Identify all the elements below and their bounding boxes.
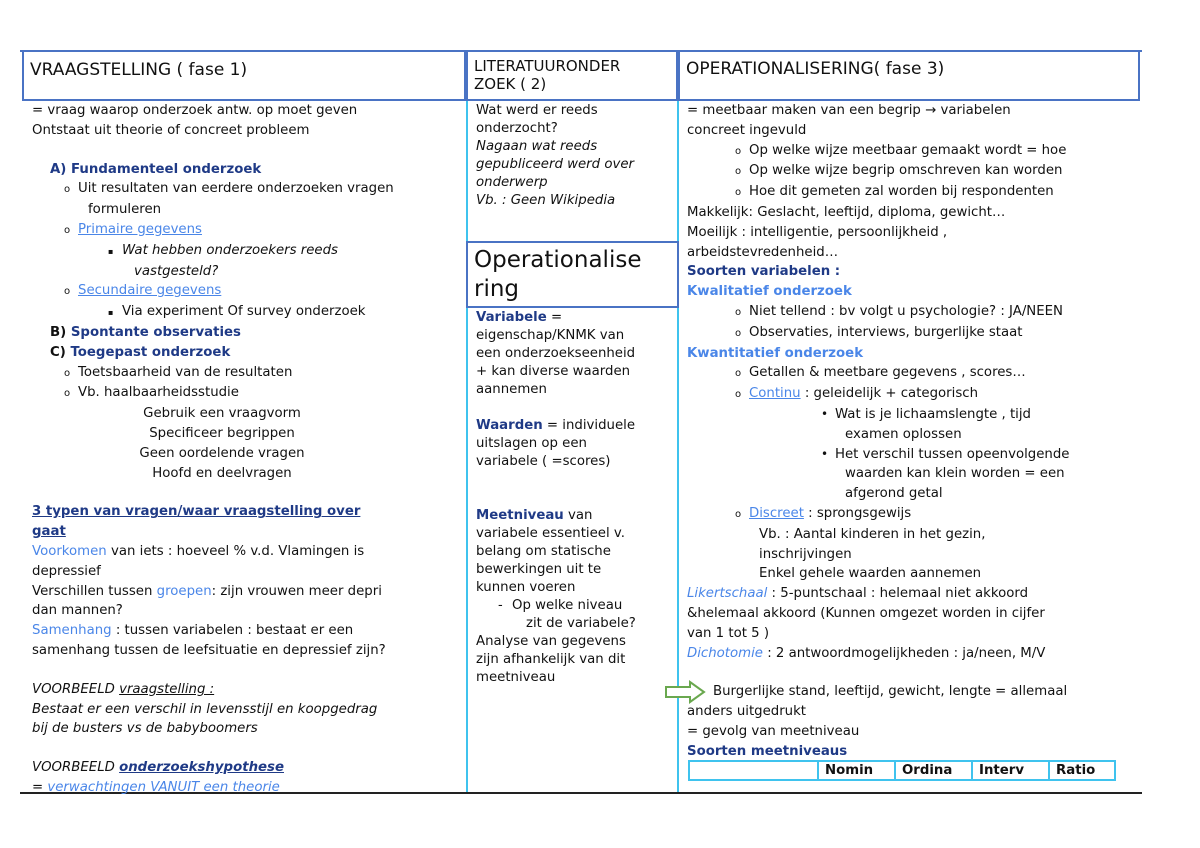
table-cell: Nomin (818, 761, 895, 780)
dichotomie-line: Dichotomie : 2 antwoordmogelijkheden : ja/neen, M/V (687, 645, 1046, 661)
example-hypothesis-label: VOORBEELD onderzoekshypothese (32, 760, 284, 776)
heading-b: B) Spontante observaties (50, 324, 241, 340)
op-line: arbeidstevredenheid… (687, 244, 839, 260)
heading-a: A) Fundamenteel onderzoek (50, 161, 262, 177)
sub-list-item-cont: afgerond getal (845, 486, 943, 502)
table-row (689, 761, 1115, 780)
header-literatuuronderzoek-line2: ZOEK ( 2) (474, 75, 547, 93)
mid-line: zijn afhankelijk van dit (476, 652, 626, 667)
col-operationalisering-mid (468, 308, 677, 688)
lit-line: Wat werd er reeds (476, 103, 598, 118)
op-line: Makkelijk: Geslacht, leeftijd, diploma, gewicht… (687, 204, 1006, 220)
type-samenhang: Samenhang : tussen variabelen : bestaat er een (32, 623, 354, 639)
example-question-label: VOORBEELD vraagstelling : (32, 681, 215, 697)
soorten-meetniveaus-heading: Soorten meetniveaus (687, 743, 848, 759)
arrow-icon: → (925, 103, 937, 118)
op-line: van 1 tot 5 ) (687, 625, 770, 641)
list-item: o Niet tellend : bv volgt u psychologie? : JA/NEEN (735, 303, 1064, 319)
sub-list-item-cont: vastgesteld? (134, 263, 219, 279)
waarden-def: Waarden = individuele (476, 418, 636, 433)
list-item: o Getallen & meetbare gegevens , scores… (735, 365, 1026, 381)
lit-line: Vb. : Geen Wikipedia (476, 193, 616, 208)
mid-line: een onderzoekseenheid (476, 346, 636, 361)
sub-list-item-cont: examen oplossen (845, 426, 962, 442)
types-heading-cont: gaat (32, 524, 66, 540)
mid-line: aannemen (476, 382, 547, 397)
list-item: o Primaire gegevens (64, 221, 202, 237)
mid-line: uitslagen op een (476, 436, 587, 451)
type-verschillen: Verschillen tussen groepen: zijn vrouwen meer depri (32, 583, 382, 599)
list-item: o Discreet : sprongsgewijs (735, 505, 912, 521)
mid-line: + kan diverse waarden (476, 364, 631, 379)
types-heading: 3 typen van vragen/waar vraagstelling over (32, 504, 361, 520)
list-item-cont: Enkel gehele waarden aannemen (759, 566, 982, 582)
header-vraagstelling (22, 50, 466, 101)
mid-line: variabele ( =scores) (476, 454, 611, 469)
definition-line: = vraag waarop onderzoek antw. op moet geven (32, 103, 358, 118)
sub-list-item: ▪ Via experiment Of survey onderzoek (108, 304, 366, 320)
list-item: o Observaties, interviews, burgerlijke staat (735, 324, 1023, 340)
hypothesis-definition: = verwachtingen VANUIT een theorie (32, 779, 280, 795)
sub-list-item: ▪ Wat hebben onderzoekers reeds (108, 242, 338, 258)
centered-tip: Gebruik een vraagvorm (143, 406, 301, 422)
op-line: = gevolg van meetniveau (687, 723, 860, 739)
kwalitatief-heading: Kwalitatief onderzoek (687, 284, 852, 300)
op-line: Moeilijk : intelligentie, persoonlijkheid , (687, 224, 948, 240)
type-voorkomen: Voorkomen van iets : hoeveel % v.d. Vlamingen is (32, 543, 365, 559)
op-line: concreet ingevuld (687, 122, 807, 138)
op-line: anders uitgedrukt (687, 704, 807, 720)
list-item: o Op welke wijze begrip omschreven kan worden (735, 163, 1063, 179)
op-line: &helemaal akkoord (Kunnen omgezet worden in cijfer (687, 605, 1045, 621)
dash-item: - Op welke niveau (498, 598, 623, 613)
mid-line: variabele essentieel v. (476, 526, 625, 541)
list-item: o Op welke wijze meetbaar gemaakt wordt = hoe (735, 142, 1067, 158)
dash-item-cont: zit de variabele? (526, 616, 636, 631)
centered-tip: Geen oordelende vragen (139, 445, 305, 461)
table-cell: Ordina (895, 761, 972, 780)
table-cell: Ratio (1049, 761, 1115, 780)
list-item: o Toetsbaarheid van de resultaten (64, 364, 293, 380)
lit-line: Nagaan wat reeds (476, 139, 598, 154)
header-vraagstelling-text: VRAAGSTELLING ( fase 1) (30, 60, 248, 80)
mid-line: kunnen voeren (476, 580, 576, 595)
col-operationalisering (681, 101, 1140, 762)
list-item: o Vb. haalbaarheidsstudie (64, 385, 239, 401)
lit-line: onderzocht? (476, 121, 558, 136)
mid-line: meetniveau (476, 670, 556, 685)
mid-line: bewerkingen uit te (476, 562, 602, 577)
green-arrow-icon (664, 680, 706, 704)
list-item-cont: Vb. : Aantal kinderen in het gezin, (759, 526, 986, 542)
sub-header-text (468, 243, 677, 307)
type-verschillen-cont: dan mannen? (32, 603, 123, 619)
header-literatuuronderzoek (466, 50, 678, 101)
col-literatuur-top (468, 101, 677, 211)
type-samenhang-cont: samenhang tussen de leefsituatie en depressief zijn? (32, 642, 386, 658)
lit-line: onderwerp (476, 175, 548, 190)
list-item: o Hoe dit gemeten zal worden bij respondenten (735, 184, 1054, 200)
lit-line: gepubliceerd werd over (476, 157, 634, 172)
sub-header-line1: Operationalise (474, 247, 642, 273)
soorten-variabelen-heading: Soorten variabelen : (687, 264, 841, 280)
header-operationalisering (678, 50, 1140, 101)
col-vraagstelling (26, 101, 466, 798)
list-item-cont: inschrijvingen (759, 546, 852, 562)
example-question-cont: bij de busters vs de babyboomers (32, 721, 258, 737)
sub-header-line2: ring (474, 276, 520, 302)
list-item: o Uit resultaten van eerdere onderzoeken vragen (64, 181, 394, 197)
variabele-def: Variabele = (476, 310, 563, 325)
sub-list-item: • Wat is je lichaamslengte , tijd (821, 406, 1031, 422)
centered-tip: Hoofd en deelvragen (152, 465, 292, 481)
table-cell: Interv (972, 761, 1049, 780)
list-item-cont: formuleren (88, 202, 162, 218)
meetniveau-table (688, 760, 1116, 781)
meetniveau-def: Meetniveau van (476, 508, 593, 523)
table-cell (689, 761, 818, 780)
op-definition: = meetbaar maken van een begrip → variabelen (687, 103, 1011, 118)
list-item: o Secundaire gegevens (64, 283, 222, 299)
header-operationalisering-sub (466, 241, 679, 308)
kwantitatief-heading: Kwantitatief onderzoek (687, 345, 864, 361)
origin-line: Ontstaat uit theorie of concreet probleem (32, 122, 310, 138)
mid-line: belang om statische (476, 544, 611, 559)
mid-line: eigenschap/KNMK van (476, 328, 625, 343)
likertschaal-line: Likertschaal : 5-puntschaal : helemaal niet akkoord (687, 586, 1029, 602)
centered-tip: Specificeer begrippen (149, 425, 295, 441)
mid-line: Analyse van gegevens (476, 634, 626, 649)
sub-list-item-cont: waarden kan klein worden = een (845, 466, 1065, 482)
header-literatuuronderzoek-text (468, 52, 676, 97)
sub-list-item: • Het verschil tussen opeenvolgende (821, 446, 1070, 462)
meetniveau-examples: Burgerlijke stand, leeftijd, gewicht, lengte = allemaal (713, 684, 1068, 700)
header-operationalisering-text: OPERATIONALISERING( fase 3) (686, 59, 945, 79)
heading-c: C) Toegepast onderzoek (50, 344, 231, 360)
header-literatuuronderzoek-line1: LITERATUURONDER (474, 57, 621, 75)
type-voorkomen-cont: depressief (32, 563, 101, 579)
list-item: o Continu : geleidelijk + categorisch (735, 386, 979, 402)
example-question: Bestaat er een verschil in levensstijl en koopgedrag (32, 701, 378, 717)
